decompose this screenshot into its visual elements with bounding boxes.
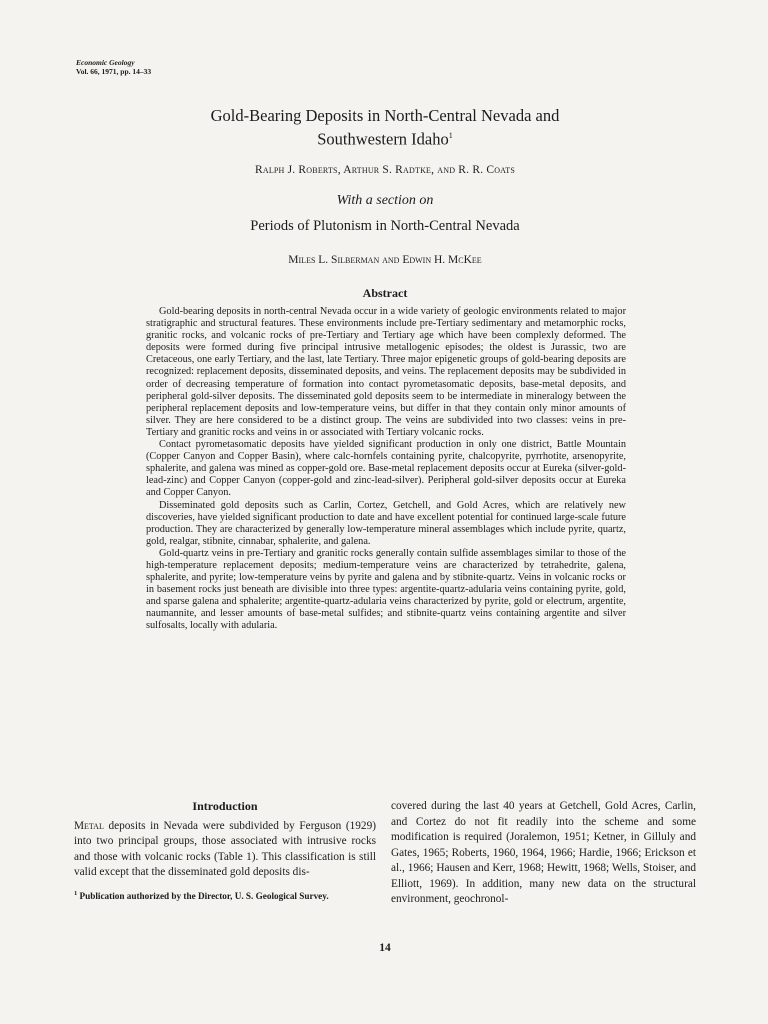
left-column <box>74 799 376 902</box>
footnote-mark: 1 <box>74 889 78 897</box>
abstract-paragraph: Gold-quartz veins in pre-Tertiary and granitic rocks generally contain sulfide assemblages similar to those of the high-temperature replacement deposits; medium-temperature veins are characterized by tetrahedrite, galena, sphalerite, and pyrite; low-temperature veins by pyrite and galena and by stibnite-quartz. Veins in volcanic rocks or in basement rocks just beneath are divisible into three types: argentite-quartz-adularia veins containing pyrite, gold, and sparse galena and sphalerite; argentite-quartz-adularia veins characterized by pyrite, gold or electrum, argentite, naumannite, and lesser amounts of base-metal sulfides; and stibnite-quartz veins containing argentite and silver sulfosalts, locally with adularia. <box>146 547 626 632</box>
title-line-2 <box>120 126 650 150</box>
introduction-paragraph <box>74 819 376 881</box>
page-number: 14 <box>379 942 391 954</box>
abstract-paragraph: Disseminated gold deposits such as Carlin, Cortez, Getchell, and Gold Acres, which are relatively new discoveries, have yielded significant production to date and have excellent potential for continued large-scale future production. They are characterized by generally low-temperature mineral assemblages which include pyrite, quartz, gold, realgar, stibnite, cinnabar, sphalerite, and galena. <box>146 499 626 547</box>
author-list: Ralph J. Roberts, Arthur S. Radtke, and R. R. Coats <box>254 164 516 176</box>
section-title: Periods of Plutonism in North-Central Nevada <box>250 218 520 234</box>
footnote-text: Publication authorized by the Director, U. S. Geological Survey. <box>77 890 329 901</box>
abstract-heading: Abstract <box>362 286 408 300</box>
title-line-2-text: Southwestern Idaho <box>317 129 449 149</box>
journal-name: Economic Geology <box>76 58 135 67</box>
section-note: With a section on <box>336 193 434 208</box>
introduction-lead-word: Metal <box>74 819 104 832</box>
right-column <box>391 799 696 908</box>
footnote <box>74 888 376 903</box>
journal-volume: Vol. 66, 1971, pp. 14–33 <box>76 67 152 76</box>
abstract-paragraph: Contact pyrometasomatic deposits have yielded significant production in only one district, Battle Mountain (Copper Canyon and Copper Basin), where calc-hornfels containing pyrite, chalcopyrite, pyrrhotite, arsenopyrite, sphalerite, and galena was mined as copper-gold ore. Base-metal replacement deposits occur at Eureka (silver-gold-lead-zinc) and Copper Canyon (copper-gold and zinc-lead-silver). Peripheral gold-silver deposits occur at Eureka and Copper Canyon. <box>146 439 626 499</box>
abstract-paragraph: Gold-bearing deposits in north-central Nevada occur in a wide variety of geologic environments related to major stratigraphic and structural features. These environments include pre-Tertiary sedimentary and metamorphic rocks, granitic rocks, and volcanic rocks of pre-Tertiary and Tertiary age which have been complexly deformed. The deposits were formed during five principal intrusive metallogenic episodes; the oldest is Jurassic, two are Cretaceous, one early Tertiary, and the last, late Tertiary. Three major epigenetic groups of gold-bearing deposits are recognized: replacement deposits, disseminated deposits, and veins. The replacement deposits may be subdivided in order of decreasing temperature of formation into contact pyrometasomatic deposits, base-metal deposits, and peripheral gold-silver deposits. The disseminated gold deposits seem to be intermediate in mineralogy between the peripheral replacement deposits and low-temperature veins, but differ in that they contain only minor amounts of silver. They are here considered to be a distinct group. The veins are subdivided into two classes: veins in pre-Tertiary and granitic rocks and veins in or associated with Tertiary volcanic rocks. <box>146 306 626 438</box>
introduction-text-right: covered during the last 40 years at Getchell, Gold Acres, Carlin, and Cortez do not fit readily into the scheme and some modification is required (Joralemon, 1951; Ketner, in Gilluly and Gates, 1965; Roberts, 1960, 1964, 1966; Hardie, 1966; Erickson et al., 1966; Hausen and Kerr, 1968; Hewitt, 1968; Wells, Stoiser, and Elliott, 1969). In addition, many new data on the structural environment, geochronol- <box>391 800 696 905</box>
title-footnote-mark: 1 <box>448 131 453 140</box>
introduction-heading: Introduction <box>192 799 258 813</box>
abstract-body <box>146 306 626 633</box>
journal-citation <box>76 58 151 76</box>
paper-title <box>120 106 650 150</box>
section-author-list: Miles L. Silberman and Edwin H. McKee <box>288 254 482 266</box>
introduction-text-left: deposits in Nevada were subdivided by Ferguson (1929) into two principal groups, those associated with intrusive rocks and those with volcanic rocks (Table 1). This classification is still valid except that the disseminated gold deposits dis- <box>74 819 376 878</box>
title-line-1: Gold-Bearing Deposits in North-Central Nevada and <box>210 106 560 125</box>
